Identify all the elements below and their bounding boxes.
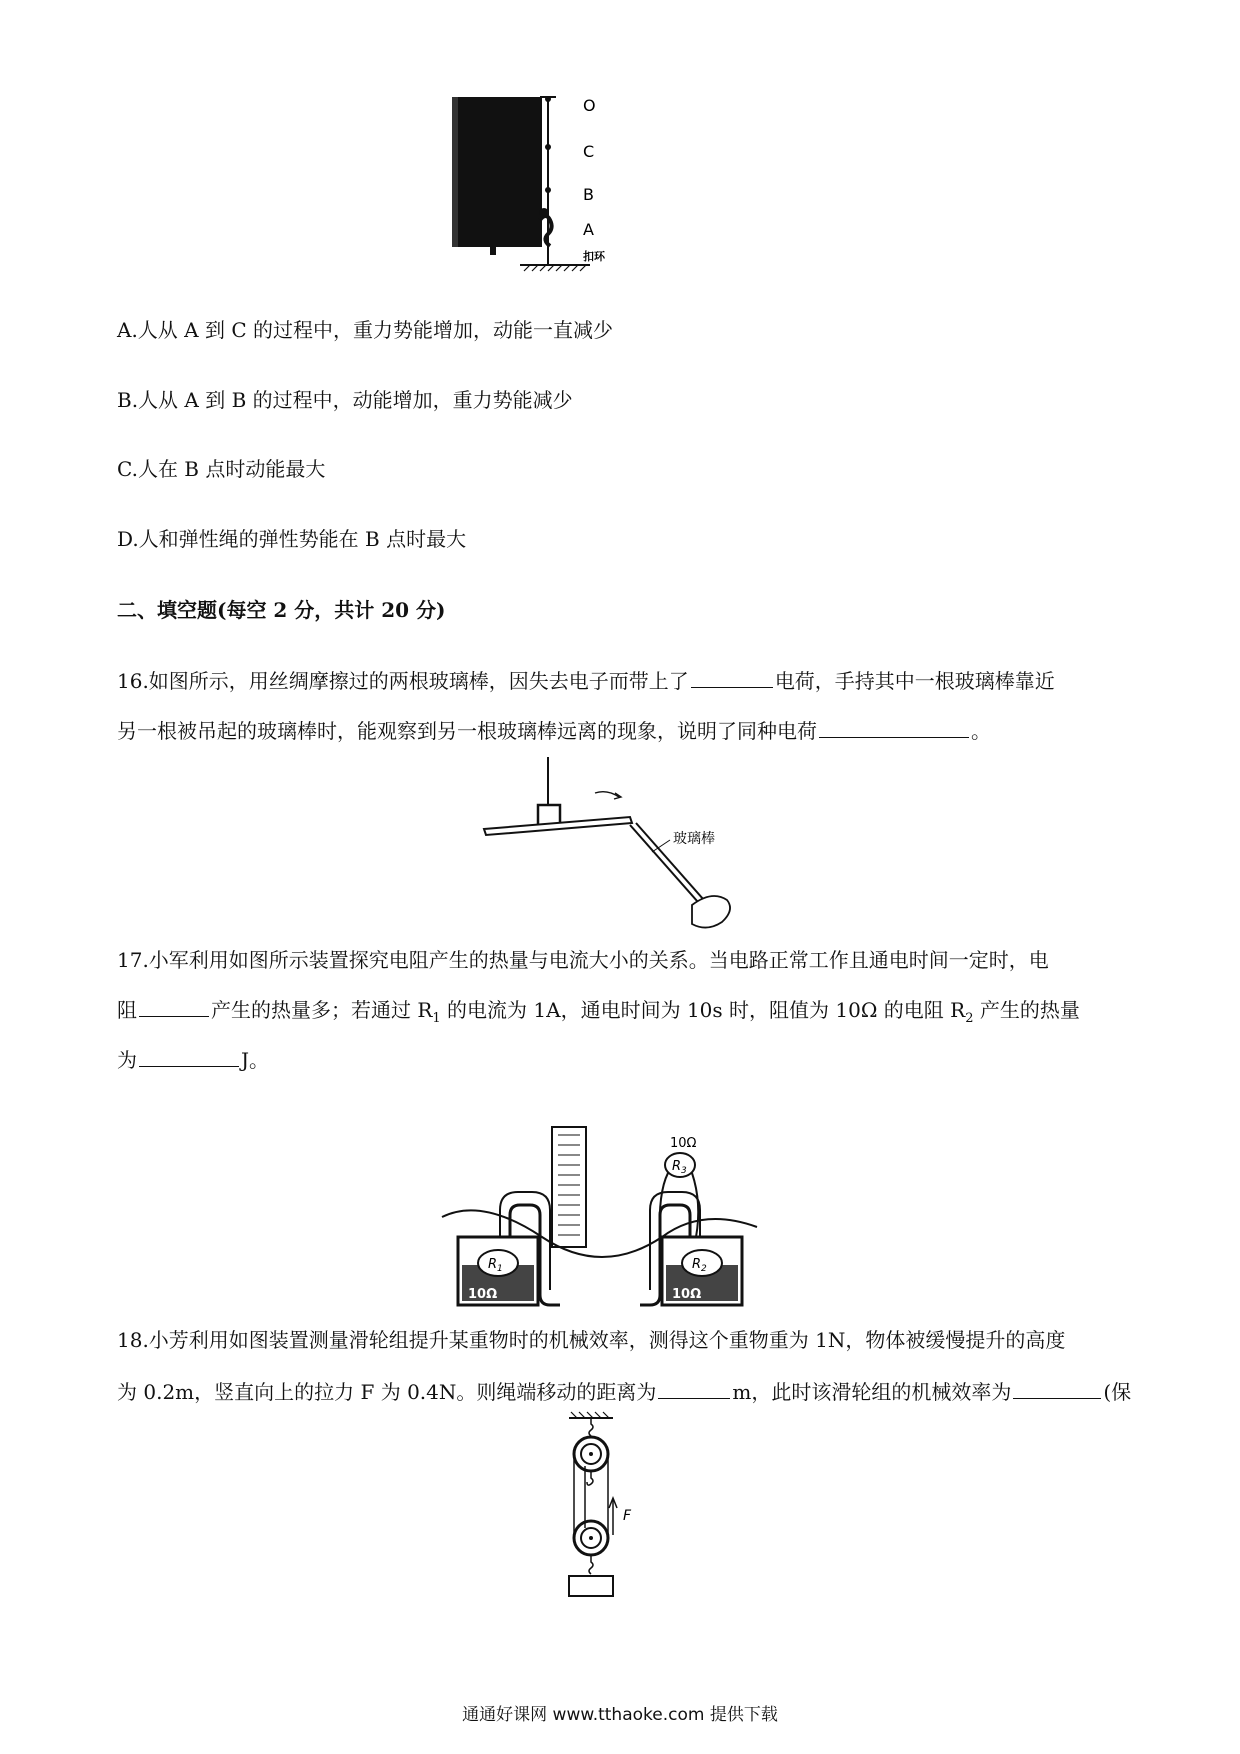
answer-blank[interactable]: [691, 667, 773, 688]
q16-line-2: 另一根被吊起的玻璃棒时，能观察到另一根玻璃棒远离的现象，说明了同种电荷 。: [117, 719, 991, 743]
bungee-figure: [440, 95, 640, 280]
q17-line-2: 阻 产生的热量多；若通过 $R_1$ 的电流为 1A，通电时间为 10s 时，阻值为 10Ω 的电阻 $R_2$ 产生的热量: [117, 998, 1080, 1026]
q16-line-1: 16.如图所示，用丝绸摩擦过的两根玻璃棒，因失去电子而带上了 电荷，手持其中一根玻璃棒靠近: [117, 669, 1055, 693]
pulley-figure: [555, 1410, 665, 1600]
section-heading: 二、填空题(每空 2 分，共计 20 分): [117, 598, 446, 622]
point-b-label: B: [583, 185, 594, 204]
r3-label: $R_3$: [672, 1159, 687, 1176]
glass-rod-label: 玻璃棒: [673, 831, 715, 847]
answer-blank[interactable]: [819, 717, 969, 738]
answer-blank[interactable]: [658, 1378, 730, 1399]
r1-label: $R_1$: [488, 1257, 503, 1274]
footer-source: 通通好课网 www.tthaoke.com 提供下载: [462, 1705, 778, 1725]
r2-label: $R_2$: [692, 1257, 707, 1274]
q17-line-1: 17.小军利用如图所示装置探究电阻产生的热量与电流大小的关系。当电路正常工作且通电时间一定时，电: [117, 948, 1049, 972]
force-label: F: [623, 1508, 632, 1524]
q18-line-1: 18.小芳利用如图装置测量滑轮组提升某重物时的机械效率，测得这个重物重为 1N，物体被缓慢提升的高度: [117, 1328, 1066, 1352]
right-resistance-label: 10Ω: [672, 1287, 702, 1302]
point-a-label: A: [583, 220, 594, 239]
point-c-label: C: [583, 142, 595, 161]
option-c: C.人在 B 点时动能最大: [117, 457, 326, 481]
heat-apparatus-figure: [440, 1125, 760, 1310]
r3-value-label: 10Ω: [670, 1136, 697, 1151]
option-a: A.人从 A 到 C 的过程中，重力势能增加，动能一直减少: [117, 318, 613, 342]
option-b: B.人从 A 到 B 的过程中，动能增加，重力势能减少: [117, 388, 573, 412]
answer-blank[interactable]: [1013, 1378, 1101, 1399]
option-d: D.人和弹性绳的弹性势能在 B 点时最大: [117, 527, 467, 551]
clasp-label: 扣环: [583, 250, 605, 263]
glass-rod-figure: [480, 755, 750, 940]
q17-line-3: 为 J。: [117, 1048, 270, 1072]
q18-line-2: 为 0.2m，竖直向上的拉力 F 为 0.4N。则绳端移动的距离为 m，此时该滑轮组的机械效率为 (保: [117, 1380, 1132, 1404]
left-resistance-label: 10Ω: [468, 1287, 498, 1302]
answer-blank[interactable]: [139, 1046, 239, 1067]
answer-blank[interactable]: [139, 996, 209, 1017]
point-o-label: O: [583, 96, 596, 115]
